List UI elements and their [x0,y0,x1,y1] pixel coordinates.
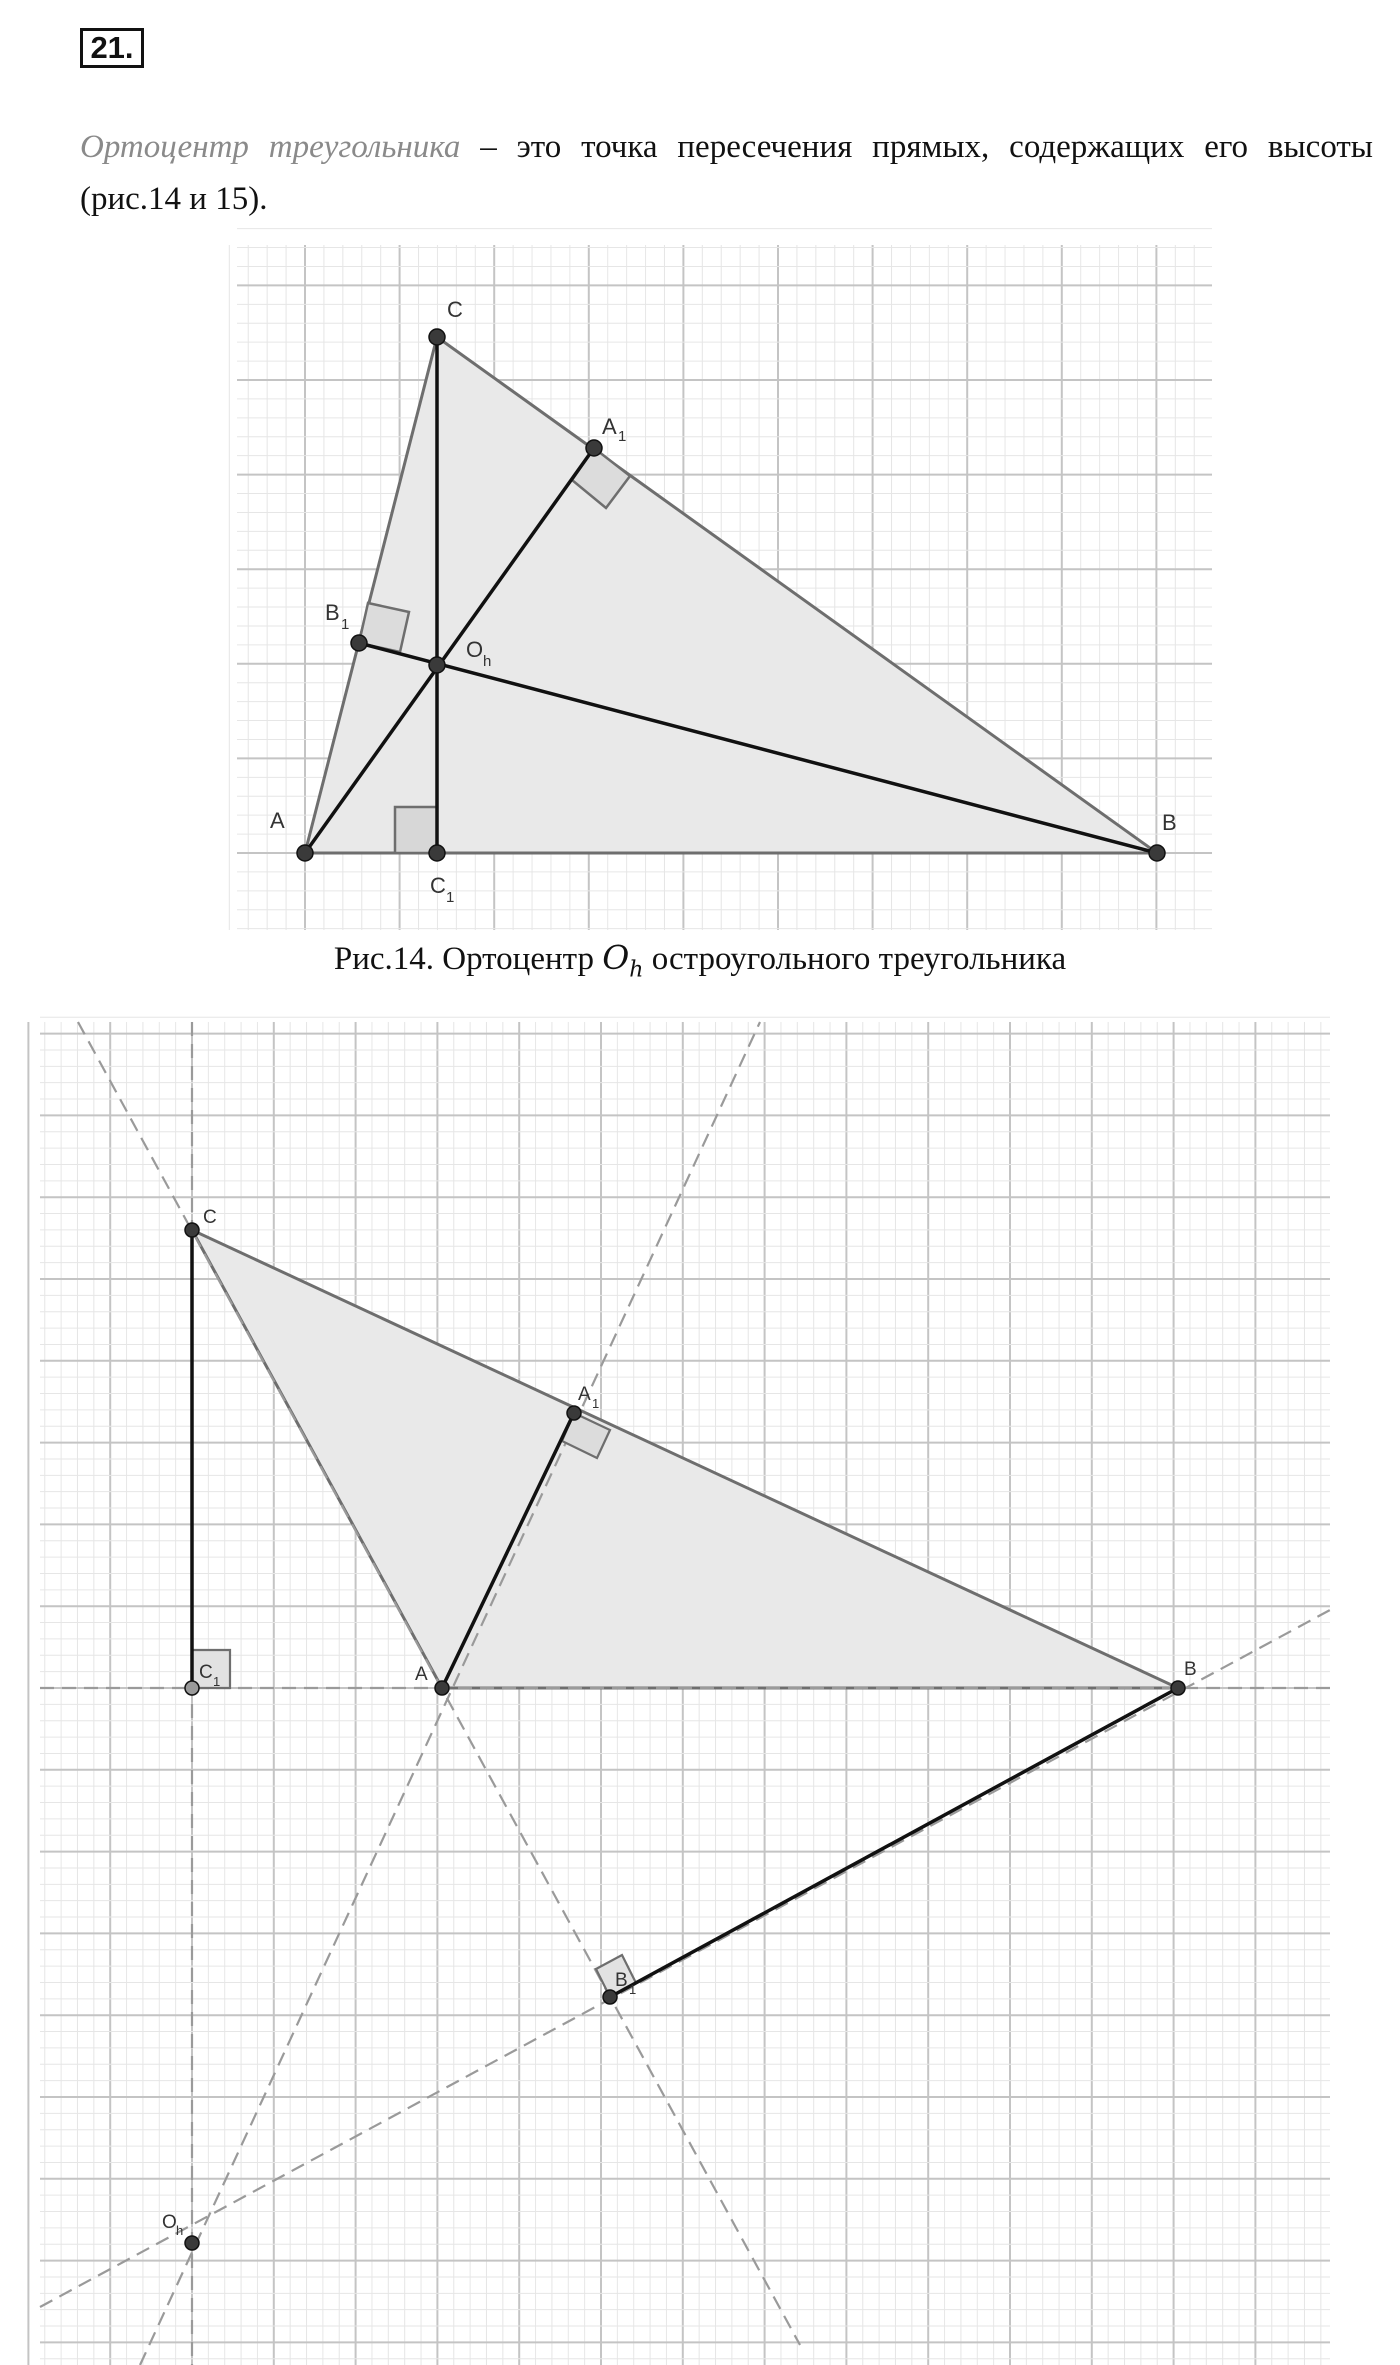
grid [28,1017,1330,2365]
label-oh: O [466,637,484,662]
point-c [185,1223,199,1237]
caption-suffix: остроугольного треугольника [643,941,1067,977]
triangle-abc [305,337,1157,853]
label-c1-sub: 1 [446,889,455,906]
point-a [297,845,313,861]
point-b [1149,845,1165,861]
caption-symbol [602,938,644,983]
caption-symbol-subscript: h [629,957,644,983]
label-a1-sub: 1 [592,1396,600,1411]
label-b1: B [615,1970,628,1991]
label-a1: A [578,1384,591,1405]
label-oh-sub: h [176,2223,184,2238]
point-b1 [351,635,367,651]
label-c1: C [430,873,446,898]
orthocenter-term: Ортоцентр треугольника [80,129,461,165]
line-b-b1-extended [40,1610,1330,2307]
line-a-a1-extended [140,1022,760,2365]
figure-14-caption [0,938,1400,991]
label-b: B [1162,810,1177,835]
label-a1: A [602,414,617,439]
point-c1 [185,1681,199,1695]
extended-lines [40,1022,1330,2365]
problem-number: 21. [80,28,144,68]
intro-paragraph [80,121,1373,225]
label-b1-sub: 1 [629,1982,637,1997]
point-oh [429,657,445,673]
point-b [1171,1681,1185,1695]
point-a [435,1681,449,1695]
label-a: A [415,1664,428,1685]
figure-15-obtuse-triangle [40,1022,1330,2365]
figure-14-acute-triangle [237,245,1212,930]
point-c1 [429,845,445,861]
point-oh [185,2236,199,2250]
point-c [429,329,445,345]
caption-symbol-letter: O [602,938,630,977]
label-oh: O [162,2212,177,2233]
label-c: C [447,297,463,322]
intro-text: – это точка пересечения прямых, содержащих его высоты (рис.14 и 15). [80,129,1373,217]
point-b1 [603,1990,617,2004]
label-oh-sub: h [483,653,492,670]
point-a1 [567,1406,581,1420]
label-c1: C [199,1662,213,1683]
label-b1-sub: 1 [341,616,350,633]
label-c1-sub: 1 [213,1674,221,1689]
label-a1-sub: 1 [618,428,627,445]
caption-prefix: Рис.14. Ортоцентр [333,941,603,977]
label-b1: B [325,600,340,625]
label-a: A [270,808,285,833]
label-c: C [203,1207,217,1228]
right-angle-mark-c1 [395,807,437,853]
label-b: B [1184,1659,1197,1680]
point-a1 [586,440,602,456]
